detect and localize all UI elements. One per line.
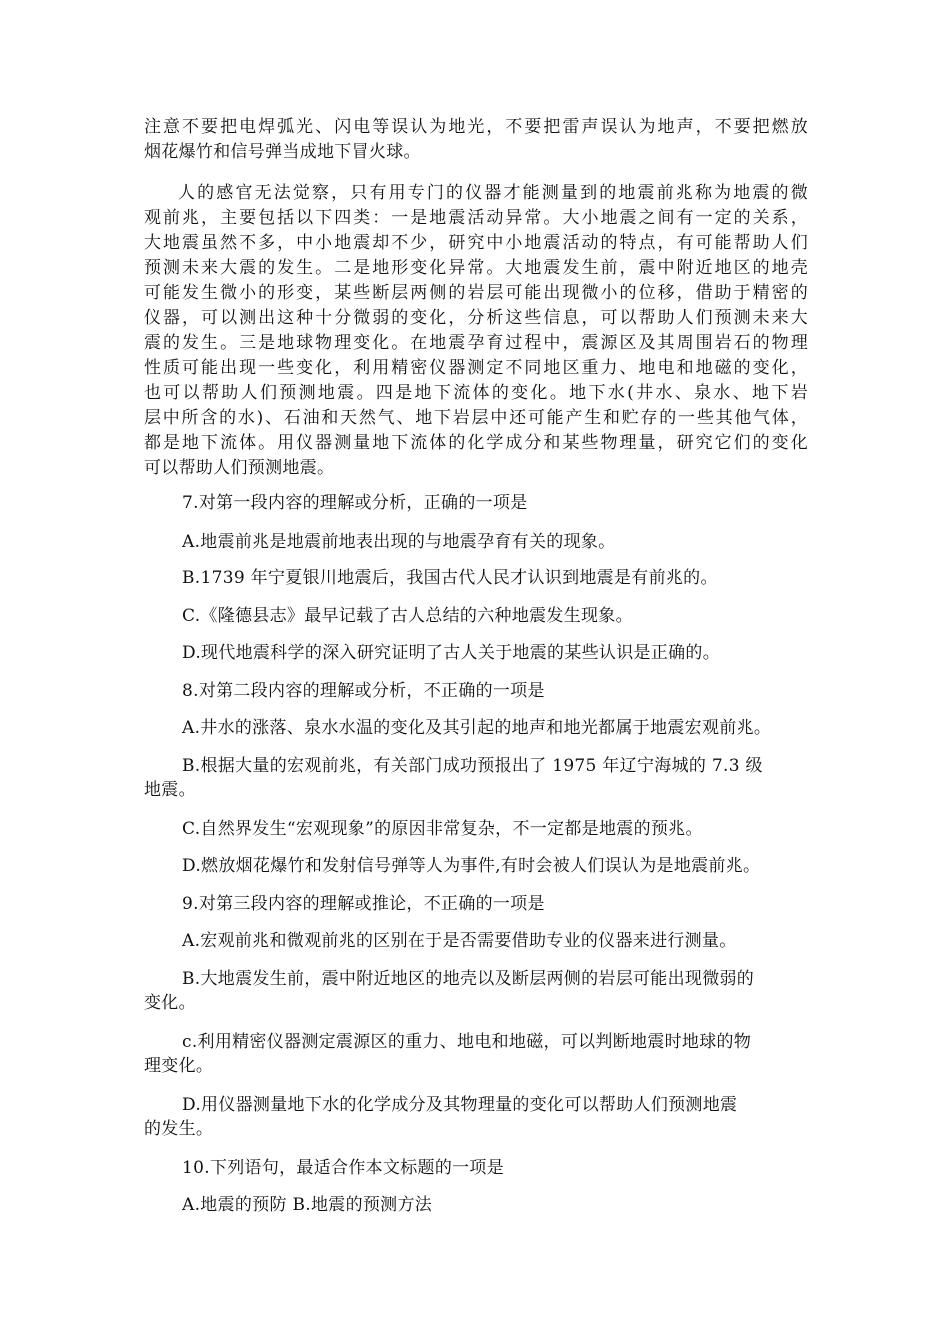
- question-7-option-b: B.1739 年宁夏银川地震后，我国古代人民才认识到地震是有前兆的。: [182, 568, 718, 588]
- paragraph-2-line-9: 也可以帮助人们预测地震。四是地下流体的变化。地下水(井水、泉水、地下岩: [144, 383, 808, 403]
- paragraph-2-line-1: 人的感官无法觉察，只有用专门的仪器才能测量到的地震前兆称为地震的微: [178, 183, 808, 203]
- paragraph-2-line-11: 都是地下流体。用仪器测量地下流体的化学成分和某些物理量，研究它们的变化: [144, 433, 808, 453]
- question-9-option-a: A.宏观前兆和微观前兆的区别在于是否需要借助专业的仪器来进行测量。: [182, 931, 737, 951]
- question-10-options: A.地震的预防 B.地震的预测方法: [182, 1195, 433, 1215]
- question-9-option-c-line-1: c.利用精密仪器测定震源区的重力、地电和地磁，可以判断地震时地球的物: [182, 1032, 752, 1052]
- paragraph-1-line-2: 烟花爆竹和信号弹当成地下冒火球。: [144, 142, 421, 162]
- question-10-stem: 10.下列语句，最适合作本文标题的一项是: [182, 1158, 505, 1178]
- question-7-option-a: A.地震前兆是地震前地表出现的与地震孕育有关的现象。: [182, 532, 616, 552]
- question-7-option-c: C.《隆德县志》最早记载了古人总结的六种地震发生现象。: [182, 606, 633, 626]
- paragraph-2-line-12: 可以帮助人们预测地震。: [144, 458, 335, 478]
- paragraph-1-line-1: 注意不要把电焊弧光、闪电等误认为地光，不要把雷声误认为地声，不要把燃放: [144, 117, 808, 137]
- question-8-option-b-line-1: B.根据大量的宏观前兆，有关部门成功预报出了 1975 年辽宁海城的 7.3 级: [182, 756, 763, 776]
- question-9-option-c-line-2: 理变化。: [144, 1056, 214, 1076]
- paragraph-2-line-3: 大地震虽然不多，中小地震却不少，研究中小地震活动的特点，有可能帮助人们: [144, 233, 808, 253]
- question-9-option-d-line-2: 的发生。: [144, 1119, 214, 1139]
- paragraph-2-line-7: 震的发生。三是地球物理变化。在地震孕育过程中，震源区及其周围岩石的物理: [144, 333, 808, 353]
- question-9-option-d-line-1: D.用仪器测量地下水的化学成分及其物理量的变化可以帮助人们预测地震: [182, 1095, 738, 1115]
- question-8-option-b-line-2: 地震。: [144, 780, 196, 800]
- paragraph-2-line-10: 层中所含的水)、石油和天然气、地下岩层中还可能产生和贮存的一些其他气体，: [144, 408, 808, 428]
- paragraph-2-line-8: 性质可能出现一些变化，利用精密仪器测定不同地区重力、地电和地磁的变化，: [144, 358, 808, 378]
- question-9-option-b-line-2: 变化。: [144, 993, 196, 1013]
- question-8-option-c: C.自然界发生“宏观现象”的原因非常复杂，不一定都是地震的预兆。: [182, 819, 703, 839]
- paragraph-2-line-4: 预测未来大震的发生。二是地形变化异常。大地震发生前，震中附近地区的地壳: [144, 258, 808, 278]
- question-8-stem: 8.对第二段内容的理解或分析，不正确的一项是: [182, 681, 545, 701]
- question-8-option-d: D.燃放烟花爆竹和发射信号弹等人为事件,有时会被人们误认为是地震前兆。: [182, 856, 761, 876]
- paragraph-2-line-2: 观前兆，主要包括以下四类：一是地震活动异常。大小地震之间有一定的关系，: [144, 208, 808, 228]
- paragraph-2-line-5: 可能发生微小的形变，某些断层两侧的岩层可能出现微小的位移，借助于精密的: [144, 283, 808, 303]
- question-7-stem: 7.对第一段内容的理解或分析，正确的一项是: [182, 493, 528, 513]
- paragraph-2-line-6: 仪器，可以测出这种十分微弱的变化，分析这些信息，可以帮助人们预测未来大: [144, 308, 808, 328]
- question-7-option-d: D.现代地震科学的深入研究证明了古人关于地震的某些认识是正确的。: [182, 643, 721, 663]
- question-8-option-a: A.井水的涨落、泉水水温的变化及其引起的地声和地光都属于地震宏观前兆。: [182, 718, 772, 738]
- question-9-option-b-line-1: B.大地震发生前，震中附近地区的地壳以及断层两侧的岩层可能出现微弱的: [182, 969, 755, 989]
- question-9-stem: 9.对第三段内容的理解或推论，不正确的一项是: [182, 894, 545, 914]
